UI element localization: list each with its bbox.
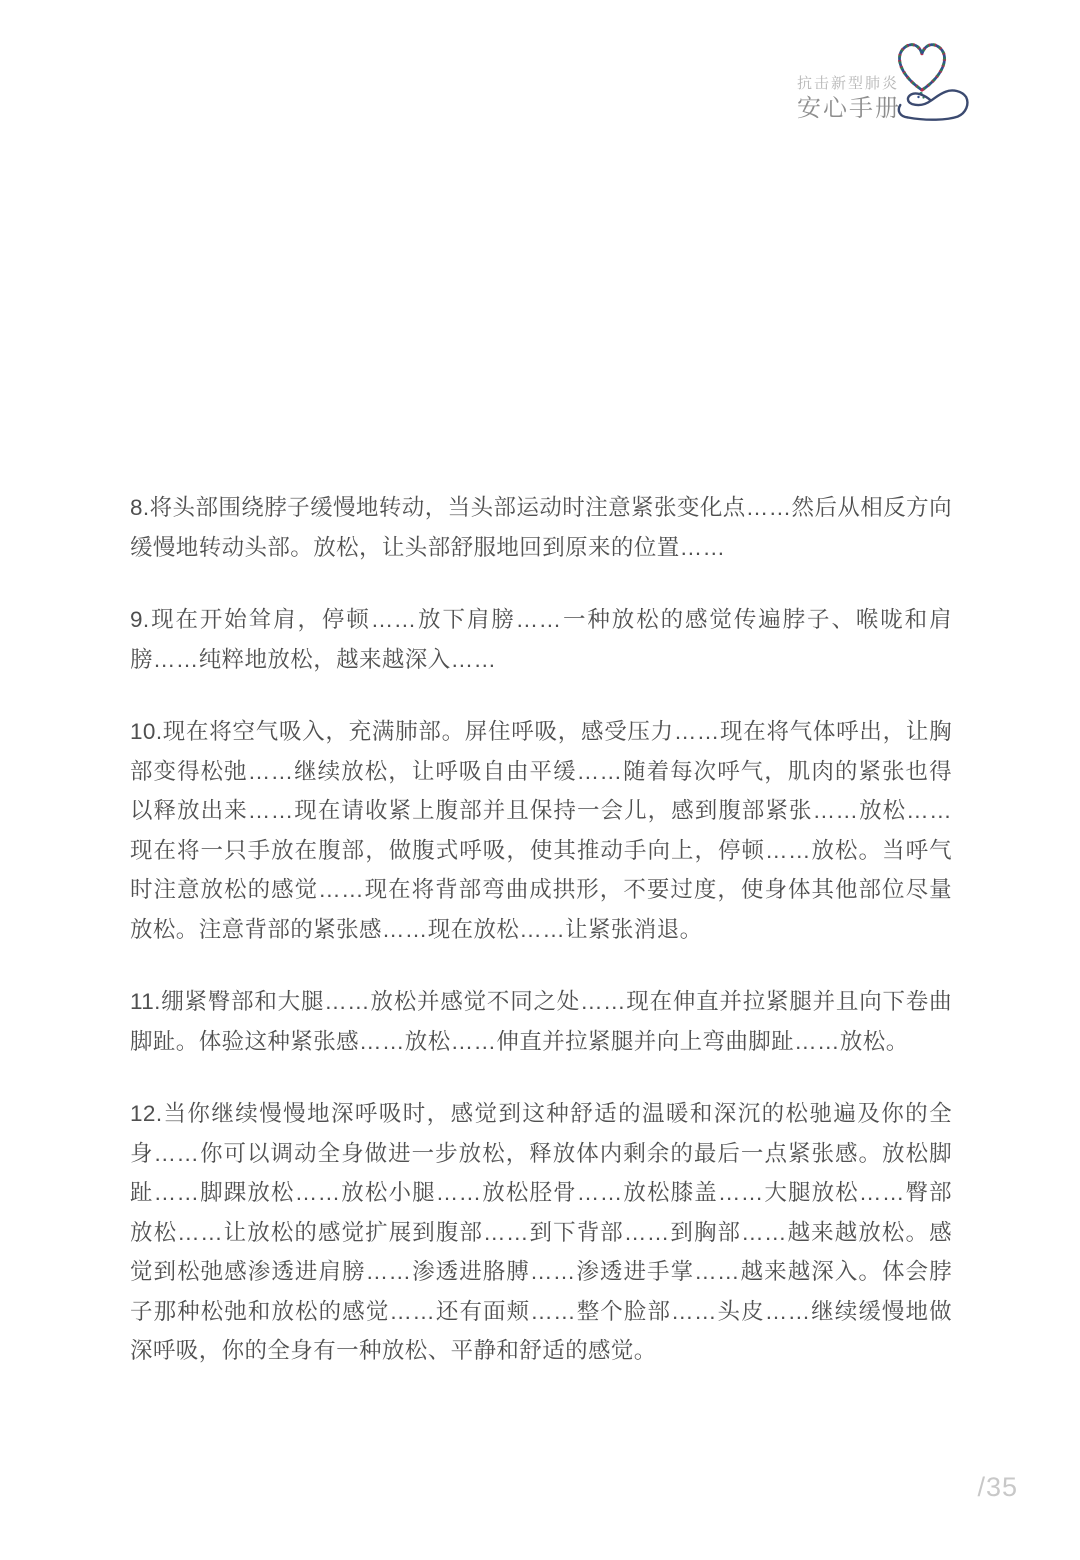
paragraph-9: 9.现在开始耸肩，停顿……放下肩膀……一种放松的感觉传遍脖子、喉咙和肩膀……纯粹地放松，越来越深入…… — [130, 607, 952, 672]
paragraph-10: 10.现在将空气吸入，充满肺部。屏住呼吸，感受压力……现在将气体呼出，让胸部变得松弛……继续放松，让呼吸自由平缓……随着每次呼气，肌肉的紧张也得以释放出来……现在请收紧上腹部并且保持一会儿，感到腹部紧张……放松……现在将一只手放在腹部，做腹式呼吸，使其推动手向上，停顿……放松。当呼气时注意放松的感觉……现在将背部弯曲成拱形，不要过度，使身体其他部位尽量放松。注意背部的紧张感……现在放松……让紧张消退。 — [130, 719, 952, 942]
header-brand — [797, 76, 901, 121]
paragraph-11: 11.绷紧臀部和大腿……放松并感觉不同之处……现在伸直并拉紧腿并且向下卷曲脚趾。体验这种紧张感……放松……伸直并拉紧腿并向上弯曲脚趾……放松。 — [130, 989, 952, 1054]
flower-heart-icon — [900, 45, 945, 90]
page-number: /35 — [977, 1472, 1018, 1502]
open-hand-icon — [899, 90, 968, 119]
brand-title: 安心手册 — [797, 95, 901, 122]
brand-tagline: 抗击新型肺炎 — [797, 75, 900, 92]
paragraph-8: 8.将头部围绕脖子缓慢地转动，当头部运动时注意紧张变化点……然后从相反方向缓慢地转动头部。放松，让头部舒服地回到原来的位置…… — [130, 495, 952, 560]
paragraph-12: 12.当你继续慢慢地深呼吸时，感觉到这种舒适的温暖和深沉的松驰遍及你的全身……你可以调动全身做进一步放松，释放体内剩余的最后一点紧张感。放松脚趾……脚踝放松……放松小腿……放松胫骨……放松膝盖……大腿放松……臀部放松……让放松的感觉扩展到腹部……到下背部……到胸部……越来越放松。感觉到松弛感渗透进肩膀……渗透进胳膊……渗透进手掌……越来越深入。体会脖子那种松弛和放松的感觉……还有面颊……整个脸部……头皮……继续缓慢地做深呼吸，你的全身有一种放松、平静和舒适的感觉。 — [130, 1101, 952, 1363]
body-text — [130, 488, 952, 1404]
brand-logo — [891, 40, 977, 126]
